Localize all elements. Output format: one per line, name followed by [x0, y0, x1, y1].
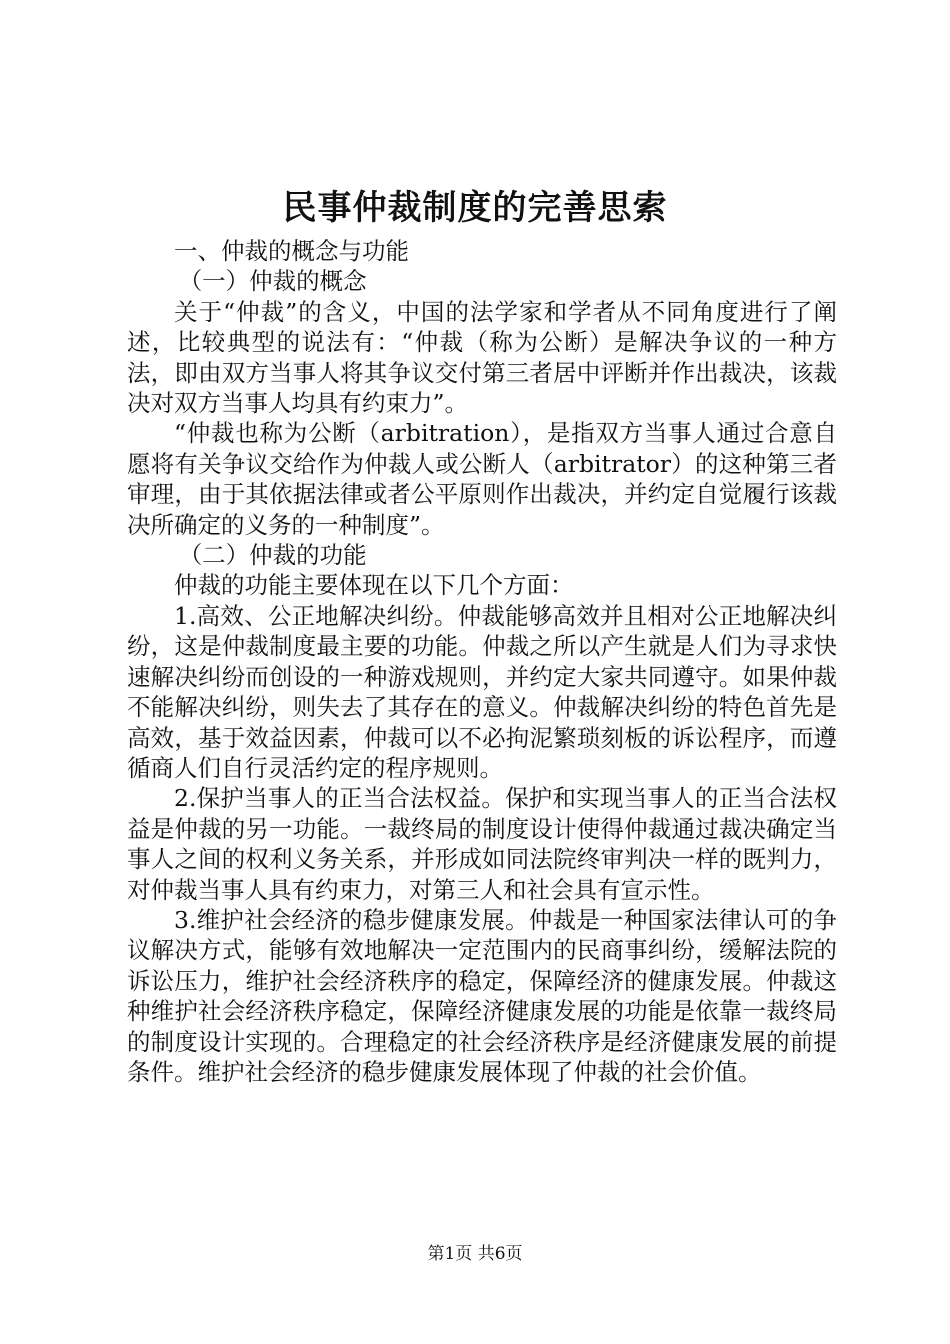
body-paragraph: 3.维护社会经济的稳步健康发展。仲裁是一种国家法律认可的争议解决方式，能够有效地解决一定范围内的民商事纠纷，缓解法院的诉讼压力，维护社会经济秩序的稳定，保障经济的健康发展。仲裁这种维护社会经济秩序稳定，保障经济健康发展的功能是依靠一裁终局的制度设计实现的。合理稳定的社会经济秩序是经济健康发展的前提条件。维护社会经济的稳步健康发展体现了仲裁的社会价值。 — [127, 905, 837, 1086]
document-title: 民事仲裁制度的完善思索 — [282, 188, 668, 228]
subsection-heading: （一）仲裁的概念 — [178, 267, 367, 296]
body-paragraph: “仲裁也称为公断（arbitration），是指双方当事人通过合意自愿将有关争议交给作为仲裁人或公断人（arbitrator）的这种第三者审理，由于其依据法律或者公平原则作出裁决，并约定自觉履行该裁决所确定的义务的一种制度”。 — [127, 419, 837, 539]
section-heading: 一、仲裁的概念与功能 — [174, 237, 409, 265]
body-paragraph: 关于“仲裁”的含义，中国的法学家和学者从不同角度进行了阐述，比较典型的说法有：“仲裁（称为公断）是解决争议的一种方法，即由双方当事人将其争议交付第三者居中评断并作出裁决，该裁决对双方当事人均具有约束力”。 — [127, 297, 837, 418]
document-body — [127, 236, 837, 1087]
subsection-heading: （二）仲裁的功能 — [178, 541, 367, 570]
body-paragraph: 仲裁的功能主要体现在以下几个方面： — [174, 571, 574, 600]
body-paragraph: 1.高效、公正地解决纠纷。仲裁能够高效并且相对公正地解决纠纷，这是仲裁制度最主要的功能。仲裁之所以产生就是人们为寻求快速解决纠纷而创设的一种游戏规则，并约定大家共同遵守。如果仲裁不能解决纠纷，则失去了其存在的意义。仲裁解决纠纷的特色首先是高效，基于效益因素，仲裁可以不必拘泥繁琐刻板的诉讼程序，而遵循商人们自行灵活约定的程序规则。 — [127, 601, 837, 782]
page-number: 第1页 共6页 — [427, 1244, 523, 1264]
body-paragraph: 2.保护当事人的正当合法权益。保护和实现当事人的正当合法权益是仲裁的另一功能。一裁终局的制度设计使得仲裁通过裁决确定当事人之间的权利义务关系，并形成如同法院终审判决一样的既判力，对仲裁当事人具有约束力，对第三人和社会具有宣示性。 — [127, 784, 837, 904]
